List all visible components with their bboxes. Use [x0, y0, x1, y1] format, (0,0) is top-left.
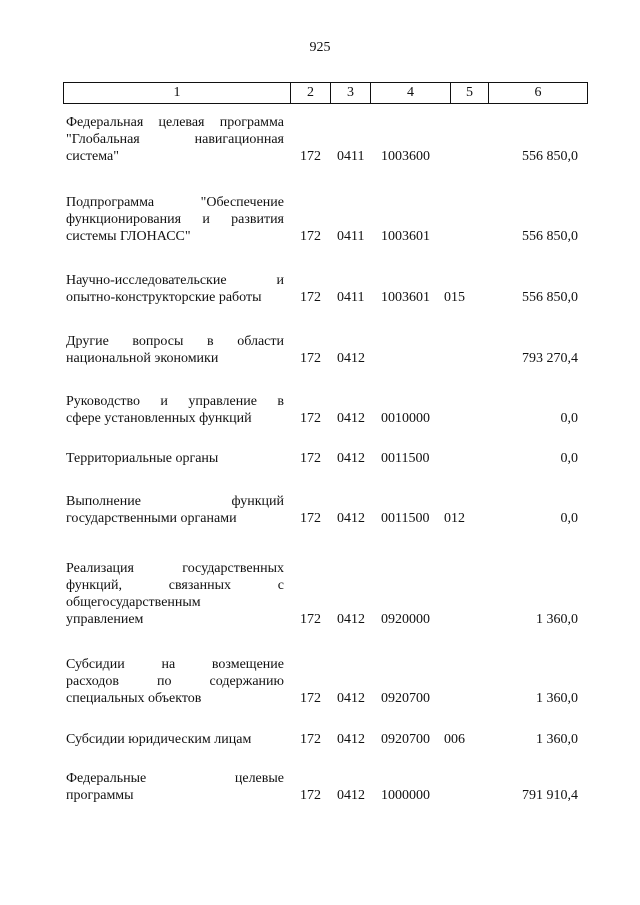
- column-header-row: [64, 83, 588, 104]
- column-header-4: 4: [371, 83, 451, 104]
- row-name-line: государственными органами: [66, 511, 237, 526]
- row-col-2: 172: [300, 511, 321, 526]
- row-name-line: национальной экономики: [66, 351, 219, 366]
- row-name-line: Реализация государственных: [66, 561, 284, 576]
- row-name: [66, 114, 284, 165]
- row-name: [66, 450, 284, 467]
- row-name-line: Федеральные целевые: [66, 771, 284, 786]
- row-col-2: 172: [300, 351, 321, 366]
- row-col-6: 556 850,0: [522, 290, 578, 305]
- row-col-3: 0412: [337, 351, 365, 366]
- row-col-4: 1003600: [381, 149, 430, 164]
- row-name: [66, 560, 284, 628]
- row-name-line: системы ГЛОНАСС": [66, 229, 191, 244]
- row-name-line: функций, связанных с: [66, 578, 284, 593]
- column-header-5: 5: [451, 83, 489, 104]
- row-col-4: 0920700: [381, 691, 430, 706]
- page-number: 925: [309, 40, 331, 55]
- row-col-2: 172: [300, 229, 321, 244]
- row-col-6: 556 850,0: [522, 149, 578, 164]
- row-col-3: 0412: [337, 411, 365, 426]
- column-header-3: 3: [331, 83, 371, 104]
- row-col-5: 006: [444, 732, 465, 747]
- row-name-line: Территориальные органы: [66, 451, 219, 466]
- row-name-line: "Глобальная навигационная: [66, 132, 284, 147]
- row-col-2: 172: [300, 149, 321, 164]
- row-col-2: 172: [300, 691, 321, 706]
- row-name: [66, 770, 284, 804]
- row-col-3: 0412: [337, 612, 365, 627]
- row-col-3: 0411: [337, 149, 365, 164]
- row-name: [66, 194, 284, 245]
- row-col-2: 172: [300, 451, 321, 466]
- row-name-line: опытно-конструкторские работы: [66, 290, 262, 305]
- row-col-3: 0412: [337, 691, 365, 706]
- column-header-2: 2: [291, 83, 331, 104]
- row-col-2: 172: [300, 612, 321, 627]
- row-col-4: 1000000: [381, 788, 430, 803]
- row-col-4: 0920700: [381, 732, 430, 747]
- row-col-4: 0010000: [381, 411, 430, 426]
- column-header-6: 6: [489, 83, 588, 104]
- row-col-6: 791 910,4: [522, 788, 578, 803]
- row-name-line: сфере установленных функций: [66, 411, 252, 426]
- row-col-5: 012: [444, 511, 465, 526]
- row-name-line: Научно-исследовательские и: [66, 273, 284, 288]
- row-col-4: 1003601: [381, 229, 430, 244]
- row-col-2: 172: [300, 411, 321, 426]
- row-col-3: 0412: [337, 451, 365, 466]
- row-col-4: 1003601: [381, 290, 430, 305]
- row-name-line: программы: [66, 788, 134, 803]
- row-col-4: 0011500: [381, 511, 430, 526]
- row-col-6: 0,0: [560, 511, 578, 526]
- row-col-3: 0412: [337, 732, 365, 747]
- row-name-line: Подпрограмма "Обеспечение: [66, 195, 284, 210]
- row-name-line: Руководство и управление в: [66, 394, 284, 409]
- row-col-6: 0,0: [560, 411, 578, 426]
- row-col-3: 0412: [337, 788, 365, 803]
- column-header-table: [63, 82, 588, 104]
- row-col-2: 172: [300, 290, 321, 305]
- column-header-1: 1: [64, 83, 291, 104]
- row-name-line: общегосударственным: [66, 595, 201, 610]
- row-col-6: 1 360,0: [536, 612, 578, 627]
- row-name-line: Субсидии юридическим лицам: [66, 732, 252, 747]
- row-name: [66, 272, 284, 306]
- row-col-2: 172: [300, 732, 321, 747]
- row-name: [66, 393, 284, 427]
- row-name-line: Другие вопросы в области: [66, 334, 284, 349]
- row-name-line: Субсидии на возмещение: [66, 657, 284, 672]
- row-col-3: 0412: [337, 511, 365, 526]
- row-name: [66, 731, 284, 748]
- row-col-3: 0411: [337, 229, 365, 244]
- row-col-4: 0011500: [381, 451, 430, 466]
- row-col-6: 0,0: [560, 451, 578, 466]
- row-name-line: Выполнение функций: [66, 494, 284, 509]
- row-col-6: 793 270,4: [522, 351, 578, 366]
- row-col-3: 0411: [337, 290, 365, 305]
- row-col-4: 0920000: [381, 612, 430, 627]
- row-name-line: Федеральная целевая программа: [66, 115, 284, 130]
- row-col-6: 1 360,0: [536, 732, 578, 747]
- row-name-line: специальных объектов: [66, 691, 202, 706]
- row-name: [66, 656, 284, 707]
- row-name: [66, 493, 284, 527]
- row-name-line: управлением: [66, 612, 144, 627]
- row-col-2: 172: [300, 788, 321, 803]
- row-col-6: 556 850,0: [522, 229, 578, 244]
- row-col-5: 015: [444, 290, 465, 305]
- row-name-line: система": [66, 149, 119, 164]
- row-name: [66, 333, 284, 367]
- row-col-6: 1 360,0: [536, 691, 578, 706]
- row-name-line: функционирования и развития: [66, 212, 284, 227]
- row-name-line: расходов по содержанию: [66, 674, 284, 689]
